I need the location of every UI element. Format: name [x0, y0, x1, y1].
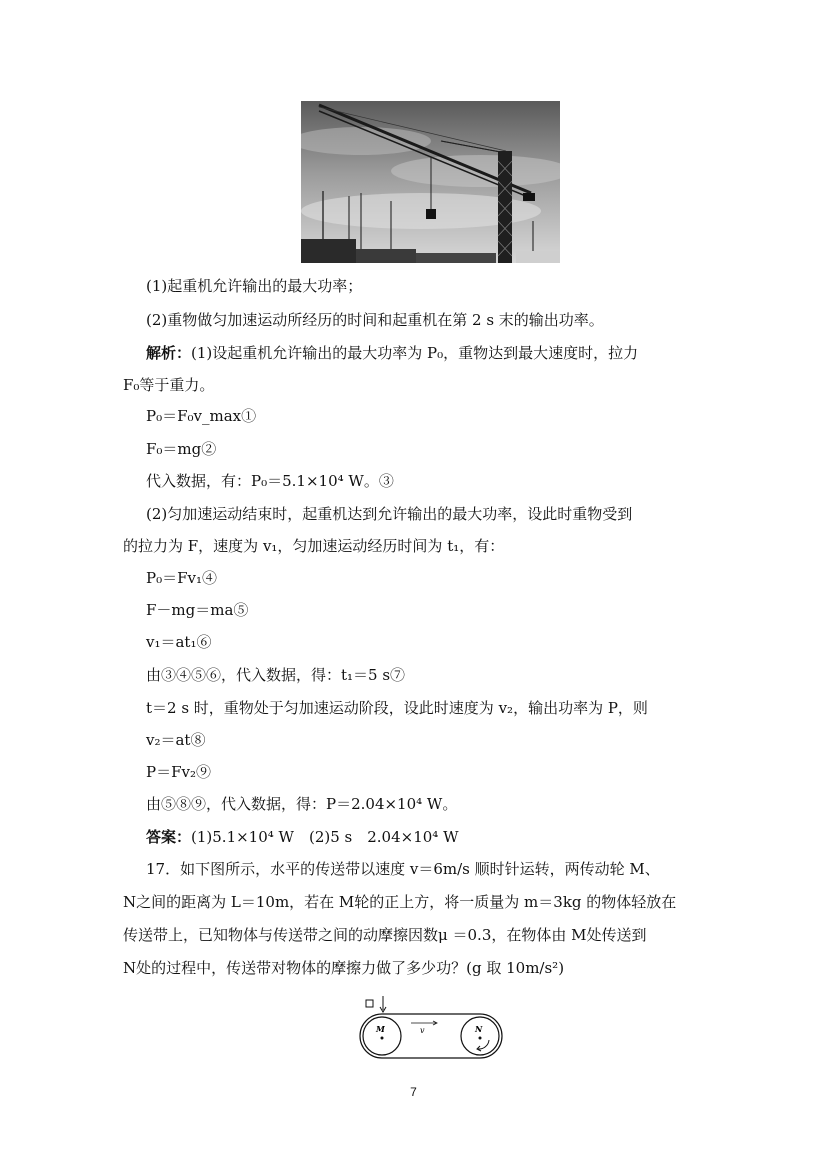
analysis-line-2: F₀等于重力。 — [123, 376, 215, 394]
analysis-text-1: (1)设起重机允许输出的最大功率为 P₀，重物达到最大速度时，拉力 — [191, 344, 639, 362]
problem-17-line-1: 17．如下图所示，水平的传送带以速度 v＝6m/s 顺时针运转，两传动轮 M、 — [146, 860, 660, 878]
problem-17-line-4: N处的过程中，传送带对物体的摩擦力做了多少功？(g 取 10m/s²) — [123, 959, 565, 977]
analysis-part2-line-2: 的拉力为 F，速度为 v₁，匀加速运动经历时间为 t₁，有： — [123, 537, 505, 555]
analysis-line-1 — [146, 342, 706, 364]
equation-3: 代入数据，有：P₀＝5.1×10⁴ W。③ — [146, 472, 394, 490]
label-v: v — [420, 1026, 425, 1035]
conveyor-diagram — [356, 996, 506, 1064]
equation-9: P＝Fv₂⑨ — [146, 763, 211, 781]
analysis-part2-line-1: (2)匀加速运动结束时，起重机达到允许输出的最大功率，设此时重物受到 — [146, 505, 633, 523]
answer-text: (1)5.1×10⁴ W (2)5 s 2.04×10⁴ W — [191, 828, 459, 846]
problem-17-line-2: N之间的距离为 L＝10m，若在 M轮的正上方，将一质量为 m＝3kg 的物体轻放在 — [123, 893, 677, 911]
page-number: 7 — [410, 1085, 417, 1099]
label-m: M — [376, 1024, 385, 1034]
block-icon — [366, 1000, 373, 1007]
equation-1: P₀＝F₀v_max① — [146, 407, 257, 425]
question-1: (1)起重机允许输出的最大功率； — [146, 277, 363, 295]
question-2: (2)重物做匀加速运动所经历的时间和起重机在第 2 s 末的输出功率。 — [146, 311, 604, 329]
analysis-label: 解析： — [146, 344, 192, 362]
wheel-m — [363, 1017, 401, 1055]
equation-7: 由③④⑤⑥，代入数据，得：t₁＝5 s⑦ — [146, 666, 406, 684]
answer-line — [146, 826, 706, 848]
equation-6: v₁＝at₁⑥ — [146, 633, 212, 651]
equation-8: v₂＝at⑧ — [146, 731, 206, 749]
equation-2: F₀＝mg② — [146, 440, 217, 458]
answer-label: 答案： — [146, 828, 192, 846]
t2-line: t＝2 s 时，重物处于匀加速运动阶段，设此时速度为 v₂，输出功率为 P，则 — [146, 699, 648, 717]
result-line: 由⑤⑧⑨，代入数据，得：P＝2.04×10⁴ W。 — [146, 795, 458, 813]
crane-photo — [301, 101, 560, 263]
equation-4: P₀＝Fv₁④ — [146, 569, 218, 587]
problem-17-line-3: 传送带上，已知物体与传送带之间的动摩擦因数μ ＝0.3，在物体由 M处传送到 — [123, 926, 647, 944]
label-n: N — [475, 1024, 483, 1034]
equation-5: F－mg＝ma⑤ — [146, 601, 249, 619]
